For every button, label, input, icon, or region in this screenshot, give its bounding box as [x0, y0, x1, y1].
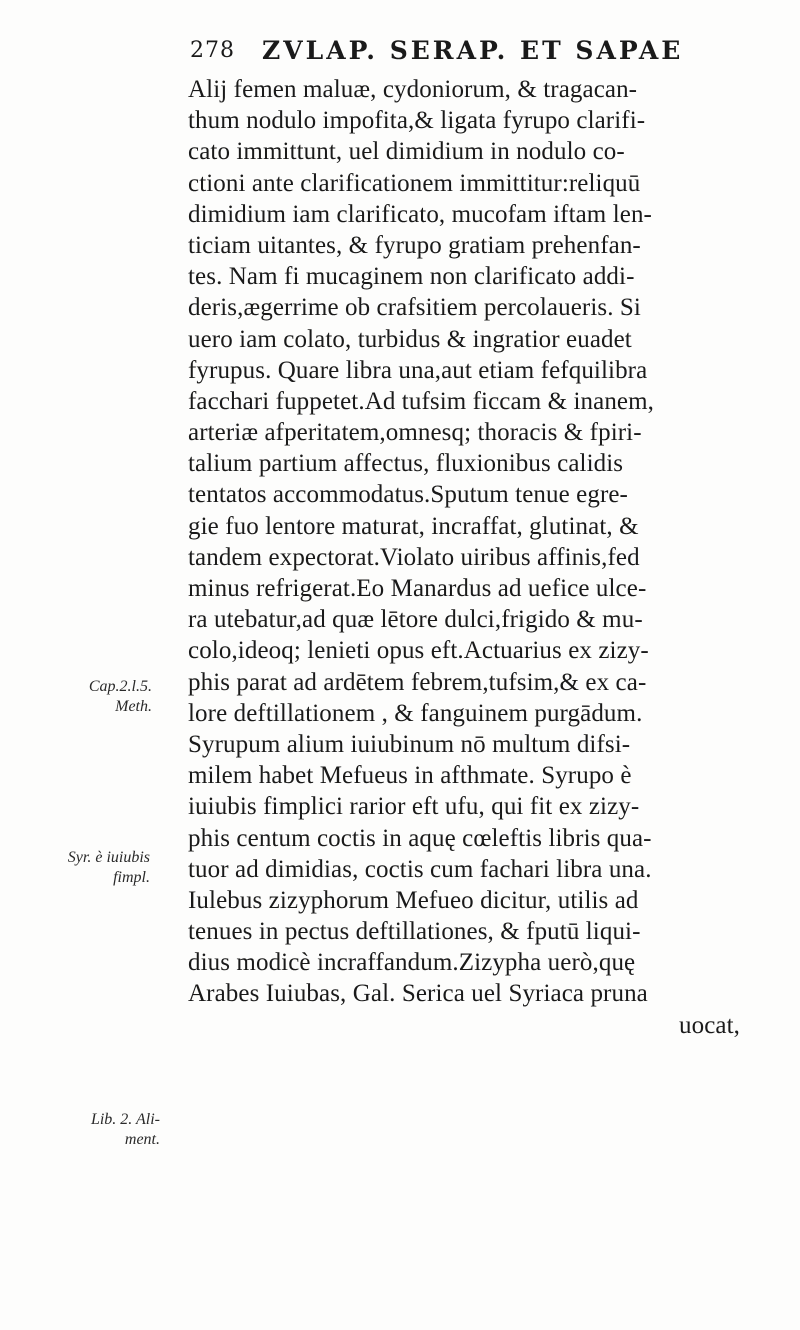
text-line: Arabes Iuiubas, Gal. Serica uel Syriaca pruna [188, 980, 648, 1008]
page-number: 278 [190, 38, 235, 63]
margin-note-line: Cap.2.l.5. [88, 678, 152, 695]
text-line: ctioni ante clarificationem immittitur:reliquū [188, 169, 641, 197]
text-line: arteriæ afperitatem,omnesq; thoracis & fpiri- [188, 419, 642, 447]
margin-note-line: Lib. 2. Ali- [90, 1111, 160, 1128]
text-line: phis parat ad ardētem febrem,tufsim,& ex ca- [188, 668, 647, 696]
text-line: uero iam colato, turbidus & ingratior euadet [188, 325, 632, 353]
margin-note-line: fimpl. [113, 869, 150, 886]
margin-note [60, 677, 152, 717]
margin-note-line: ment. [124, 1131, 160, 1148]
text-line: tentatos accommodatus.Sputum tenue egre- [188, 481, 628, 509]
text-line: thum nodulo impofita,& ligata fyrupo clarifi- [188, 107, 646, 135]
body-text [188, 74, 774, 1041]
margin-note [30, 848, 150, 888]
running-head [190, 36, 780, 76]
text-line: tenues in pectus deftillationes, & fputū liqui- [188, 918, 641, 946]
text-line: ticiam uitantes, & fyrupo gratiam prehenfan- [188, 231, 641, 259]
text-line: iuiubis fimplici rarior eft ufu, qui fit ex zizy- [188, 793, 640, 821]
margin-note [45, 1110, 160, 1150]
text-line: tandem expectorat.Violato uiribus affinis,fed [188, 543, 640, 571]
text-line: dimidium iam clarificato, mucofam iftam len- [188, 200, 652, 228]
text-line: deris,ægerrime ob crafsitiem percolaueris. Si [188, 294, 641, 322]
text-line: lore deftillationem , & fanguinem purgādum. [188, 699, 643, 727]
margin-note-line: Meth. [115, 698, 152, 715]
text-line: phis centum coctis in aquę cœleftis libris qua- [188, 824, 652, 852]
text-line: milem habet Mefueus in afthmate. Syrupo è [188, 762, 632, 790]
text-line: gie fuo lentore maturat, incraffat, glutinat, & [188, 512, 639, 540]
text-line: Alij femen maluæ, cydoniorum, & tragacan- [188, 76, 638, 103]
running-head-title: ZVLAP. SERAP. ET SAPAE [262, 36, 684, 65]
text-line: facchari fuppetet.Ad tufsim ficcam & inanem, [188, 387, 655, 415]
text-line: cato immittunt, uel dimidium in nodulo co- [188, 138, 625, 166]
text-line: talium partium affectus, fluxionibus calidis [188, 450, 624, 478]
text-line: tuor ad dimidias, coctis cum fachari libra una. [188, 855, 652, 883]
text-line: fyrupus. Quare libra una,aut etiam fefquilibra [188, 356, 648, 384]
text-line: minus refrigerat.Eo Manardus ad uefice ulce- [188, 575, 647, 602]
text-line: tes. Nam fi mucaginem non clarificato addi- [188, 263, 635, 291]
text-line: Syrupum alium iuiubinum nō multum difsi- [188, 730, 631, 758]
margin-note-line: Syr. è iuiubis [67, 849, 150, 866]
text-line: colo,ideoq; lenieti opus eft.Actuarius ex zizy- [188, 637, 649, 665]
text-line: dius modicè incraffandum.Zizypha uerò,quę [188, 949, 636, 977]
catchword: uocat, [679, 1011, 740, 1039]
text-line: Iulebus zizyphorum Mefueo dicitur, utilis ad [188, 886, 639, 914]
text-line: ra utebatur,ad quæ lētore dulci,frigido & mu- [188, 606, 643, 634]
